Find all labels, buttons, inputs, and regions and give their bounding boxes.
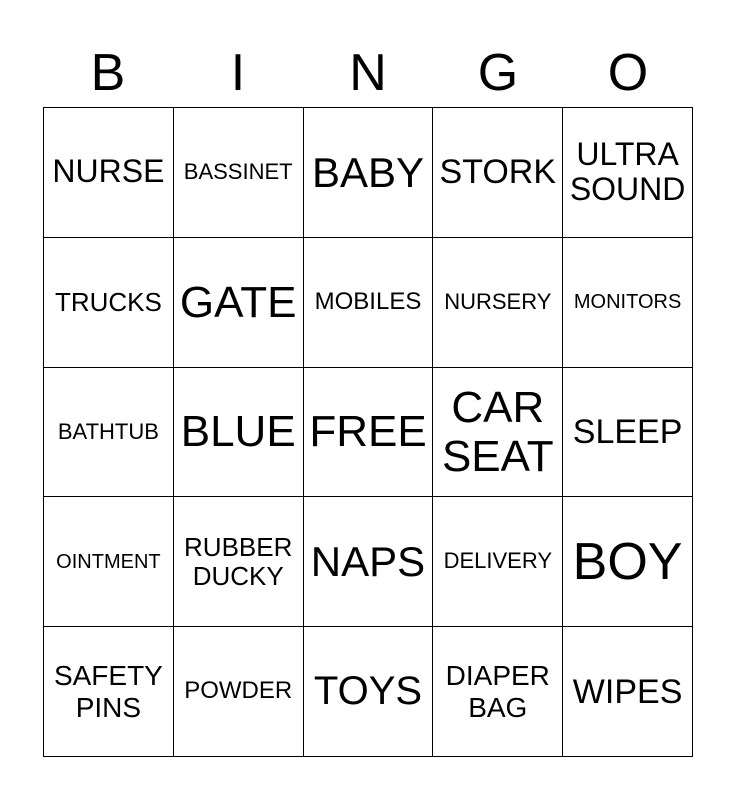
bingo-board <box>43 107 693 757</box>
cell-label: RUBBER DUCKY <box>184 531 293 591</box>
bingo-cell-r3-c3[interactable] <box>304 368 434 498</box>
cell-label: SLEEP <box>572 412 683 451</box>
bingo-cell-r3-c1[interactable] <box>44 368 174 498</box>
header-letter-n: N <box>349 44 387 102</box>
cell-label: BASSINET <box>183 159 293 185</box>
bingo-cell-r2-c4[interactable] <box>433 238 563 368</box>
cell-label: GATE <box>179 277 297 327</box>
bingo-cell-r4-c1[interactable] <box>44 497 174 627</box>
header-letter-o: O <box>607 44 649 102</box>
bingo-cell-r1-c2[interactable] <box>174 108 304 238</box>
bingo-cell-r5-c5[interactable] <box>563 627 693 757</box>
cell-label: FREE <box>309 407 427 457</box>
cell-label: BLUE <box>180 407 296 457</box>
bingo-cell-r5-c3[interactable] <box>304 627 434 757</box>
cell-label: BABY <box>311 148 425 196</box>
bingo-cell-r2-c5[interactable] <box>563 238 693 368</box>
bingo-cell-r2-c1[interactable] <box>44 238 174 368</box>
header-letter-i: I <box>230 44 246 102</box>
cell-label: POWDER <box>184 677 293 705</box>
header-letter-b: B <box>90 44 126 102</box>
cell-label: BATHTUB <box>57 418 159 444</box>
bingo-cell-r3-c5[interactable] <box>563 368 693 498</box>
cell-label: STORK <box>439 153 557 192</box>
cell-label: MONITORS <box>573 291 682 313</box>
cell-label: TOYS <box>313 669 423 714</box>
bingo-cell-r5-c4[interactable] <box>433 627 563 757</box>
cell-label: WIPES <box>572 672 683 711</box>
cell-label: TRUCKS <box>54 286 162 317</box>
header-letter-g: G <box>477 44 519 102</box>
cell-label: CAR SEAT <box>441 382 554 481</box>
cell-label: DELIVERY <box>443 548 552 574</box>
bingo-cell-r4-c2[interactable] <box>174 497 304 627</box>
bingo-cell-r4-c5[interactable] <box>563 497 693 627</box>
cell-label: BOY <box>572 532 683 591</box>
bingo-cell-r2-c2[interactable] <box>174 238 304 368</box>
bingo-header <box>43 40 693 106</box>
cell-label: MOBILES <box>314 287 422 315</box>
cell-label: NAPS <box>310 538 426 586</box>
bingo-cell-r4-c4[interactable] <box>433 497 563 627</box>
bingo-cell-r3-c4[interactable] <box>433 368 563 498</box>
bingo-cell-r1-c4[interactable] <box>433 108 563 238</box>
cell-label: SAFETY PINS <box>53 660 163 723</box>
cell-label: NURSERY <box>444 288 552 314</box>
bingo-cell-r2-c3[interactable] <box>304 238 434 368</box>
bingo-cell-r3-c2[interactable] <box>174 368 304 498</box>
bingo-cell-r1-c5[interactable] <box>563 108 693 238</box>
bingo-cell-r5-c2[interactable] <box>174 627 304 757</box>
cell-label: ULTRA SOUND <box>569 135 686 208</box>
bingo-cell-r4-c3[interactable] <box>304 497 434 627</box>
cell-label: NURSE <box>52 153 165 190</box>
bingo-cell-r5-c1[interactable] <box>44 627 174 757</box>
cell-label: DIAPER BAG <box>445 660 550 723</box>
bingo-cell-r1-c1[interactable] <box>44 108 174 238</box>
cell-label: OINTMENT <box>56 550 161 573</box>
bingo-cell-r1-c3[interactable] <box>304 108 434 238</box>
